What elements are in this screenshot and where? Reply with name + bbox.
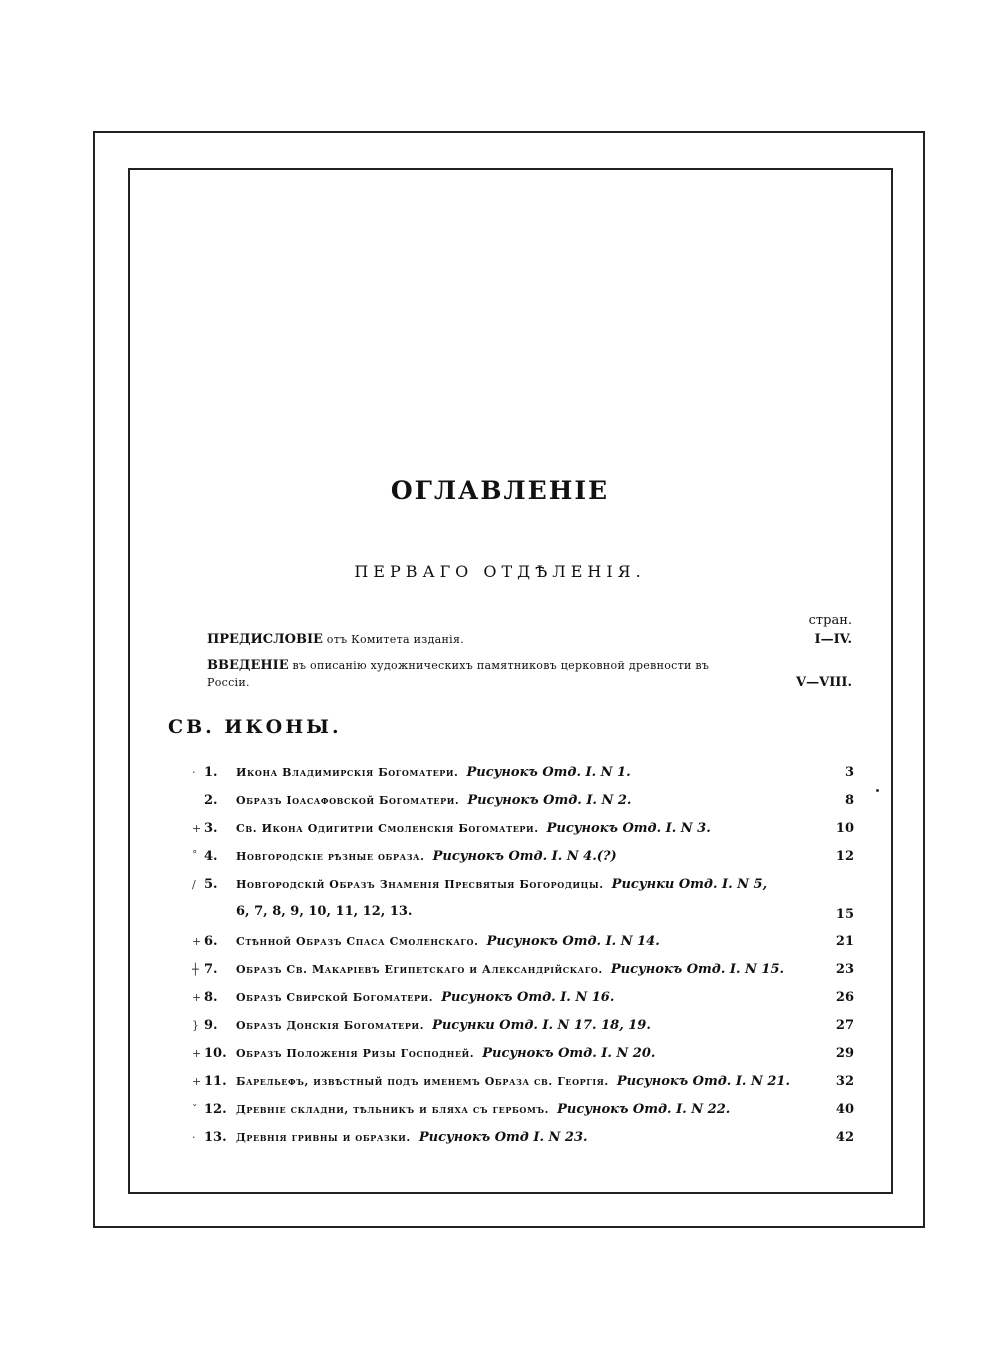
page-subtitle: ПЕРВАГО ОТДѢЛЕНІЯ.: [354, 562, 646, 581]
entry-title: Новгородскіе рѣзные образа.: [236, 850, 425, 863]
front-rest: въ описанію художническихъ памятниковъ церковной древности въ: [292, 659, 710, 672]
entry-title: Барельефъ, извѣстный подъ именемъ Образа св. Георгія.: [236, 1075, 609, 1088]
front-rest: отъ Комитета изданія.: [326, 633, 464, 646]
toc-entry: [192, 934, 854, 949]
entry-margin-mark: +: [192, 822, 202, 835]
toc-entry: [192, 1130, 854, 1145]
entry-title: Св. Икона Одигитріи Смоленскія Богоматери.: [236, 822, 539, 835]
entry-margin-mark: +: [192, 1047, 202, 1060]
entry-reference: Рисунокъ Отд I. N 23.: [418, 1130, 588, 1145]
stray-mark: [876, 789, 879, 792]
front-matter-introduction: [207, 658, 852, 690]
entry-reference: Рисунокъ Отд. I. N 22.: [557, 1102, 731, 1117]
entry-margin-mark: ·: [192, 1131, 196, 1144]
entry-number: 7.: [204, 962, 218, 977]
entry-page: 15: [835, 907, 854, 922]
entry-title: Икона Владимирскія Богоматери.: [236, 766, 459, 779]
toc-entry: [192, 793, 854, 808]
entry-page: 27: [835, 1018, 854, 1033]
entry-page: 3: [844, 765, 854, 780]
toc-entry: [192, 1074, 854, 1089]
entry-title: Образъ Донскія Богоматери.: [236, 1019, 425, 1032]
entry-page: 26: [835, 990, 854, 1005]
toc-entry: [192, 821, 854, 836]
toc-entry: [192, 877, 854, 922]
entry-title: Образъ Положенія Ризы Господней.: [236, 1047, 475, 1060]
toc-entry: [192, 849, 854, 864]
entry-title: Образъ Свирской Богоматери.: [236, 991, 434, 1004]
entry-continuation: 6, 7, 8, 9, 10, 11, 12, 13.: [236, 904, 413, 919]
front-page: V—VIII.: [796, 675, 852, 690]
toc-entry: [192, 962, 854, 977]
page-title: ОГЛАВЛЕНІЕ: [390, 476, 610, 505]
front-page: I—IV.: [814, 632, 852, 647]
entry-title: Образъ Іоасафовской Богоматери.: [236, 794, 460, 807]
entry-page: 10: [835, 821, 854, 836]
section-heading: СВ. ИКОНЫ.: [168, 716, 342, 738]
entry-reference: Рисунокъ Отд. I. N 15.: [610, 962, 785, 977]
pages-column-label: стран.: [808, 613, 852, 628]
entry-reference: Рисунокъ Отд. I. N 2.: [467, 793, 632, 808]
entry-number: 6.: [204, 934, 218, 949]
entry-title: Древніе складни, тѣльникъ и бляха съ гербомъ.: [236, 1103, 550, 1116]
entry-page: 23: [835, 962, 854, 977]
entry-title: Стѣнной Образъ Спаса Смоленскаго.: [236, 935, 479, 948]
entry-margin-mark: +: [192, 991, 202, 1004]
toc-entry: [192, 765, 854, 780]
entry-margin-mark: ˇ: [192, 1103, 198, 1116]
entry-margin-mark: }: [192, 1019, 199, 1032]
entry-reference: Рисунокъ Отд. I. N 3.: [546, 821, 711, 836]
entry-number: 4.: [204, 849, 218, 864]
toc-entry: [192, 990, 854, 1005]
entry-reference: Рисунокъ Отд. I. N 14.: [486, 934, 660, 949]
toc-entry: [192, 1018, 854, 1033]
entry-title: Древнія гривны и образки.: [236, 1131, 411, 1144]
entry-page: 8: [844, 793, 854, 808]
entry-number: 9.: [204, 1018, 218, 1033]
entry-title: Образъ Св. Макаріевъ Египетскаго и Александрійскаго.: [236, 963, 603, 976]
front-lead: ВВЕДЕНІЕ: [207, 658, 289, 673]
entry-reference: Рисунокъ Отд. I. N 1.: [466, 765, 631, 780]
entry-page: 29: [835, 1046, 854, 1061]
entry-reference: Рисунки Отд. I. N 17. 18, 19.: [432, 1018, 651, 1033]
entry-page: 40: [835, 1102, 854, 1117]
entry-number: 8.: [204, 990, 218, 1005]
entry-margin-mark: +: [192, 935, 202, 948]
entry-reference: Рисунокъ Отд. I. N 16.: [441, 990, 615, 1005]
toc-entry: [192, 1102, 854, 1117]
entry-number: 13.: [204, 1130, 227, 1145]
entry-margin-mark: ˚: [192, 850, 198, 863]
entry-number: 2.: [204, 793, 218, 808]
entry-page: 21: [835, 934, 854, 949]
toc-entry: [192, 1046, 854, 1061]
entry-page: 12: [835, 849, 854, 864]
entry-number: 5.: [204, 877, 218, 892]
entry-reference: Рисунокъ Отд. I. N 21.: [616, 1074, 790, 1089]
entry-margin-mark: +: [192, 1075, 202, 1088]
entry-reference: Рисунокъ Отд. I. N 4.(?): [432, 849, 617, 864]
entry-number: 1.: [204, 765, 218, 780]
entry-margin-mark: ·: [192, 766, 196, 779]
entry-page: 42: [835, 1130, 854, 1145]
entry-reference: Рисунокъ Отд. I. N 20.: [482, 1046, 656, 1061]
entry-reference: Рисунки Отд. I. N 5,: [611, 877, 768, 892]
entry-title: Новгородскій Образъ Знаменія Пресвятыя Богородицы.: [236, 878, 604, 891]
entry-margin-mark: ┼: [192, 963, 199, 976]
entry-margin-mark: /: [192, 878, 196, 891]
front-matter-preface: [207, 632, 852, 647]
front-lead: ПРЕДИСЛОВІЕ: [207, 632, 323, 647]
entry-number: 12.: [204, 1102, 227, 1117]
front-rest-continued: Россіи.: [207, 676, 250, 689]
entry-page: 32: [835, 1074, 854, 1089]
entry-number: 3.: [204, 821, 218, 836]
entry-number: 11.: [204, 1074, 227, 1089]
entry-number: 10.: [204, 1046, 227, 1061]
